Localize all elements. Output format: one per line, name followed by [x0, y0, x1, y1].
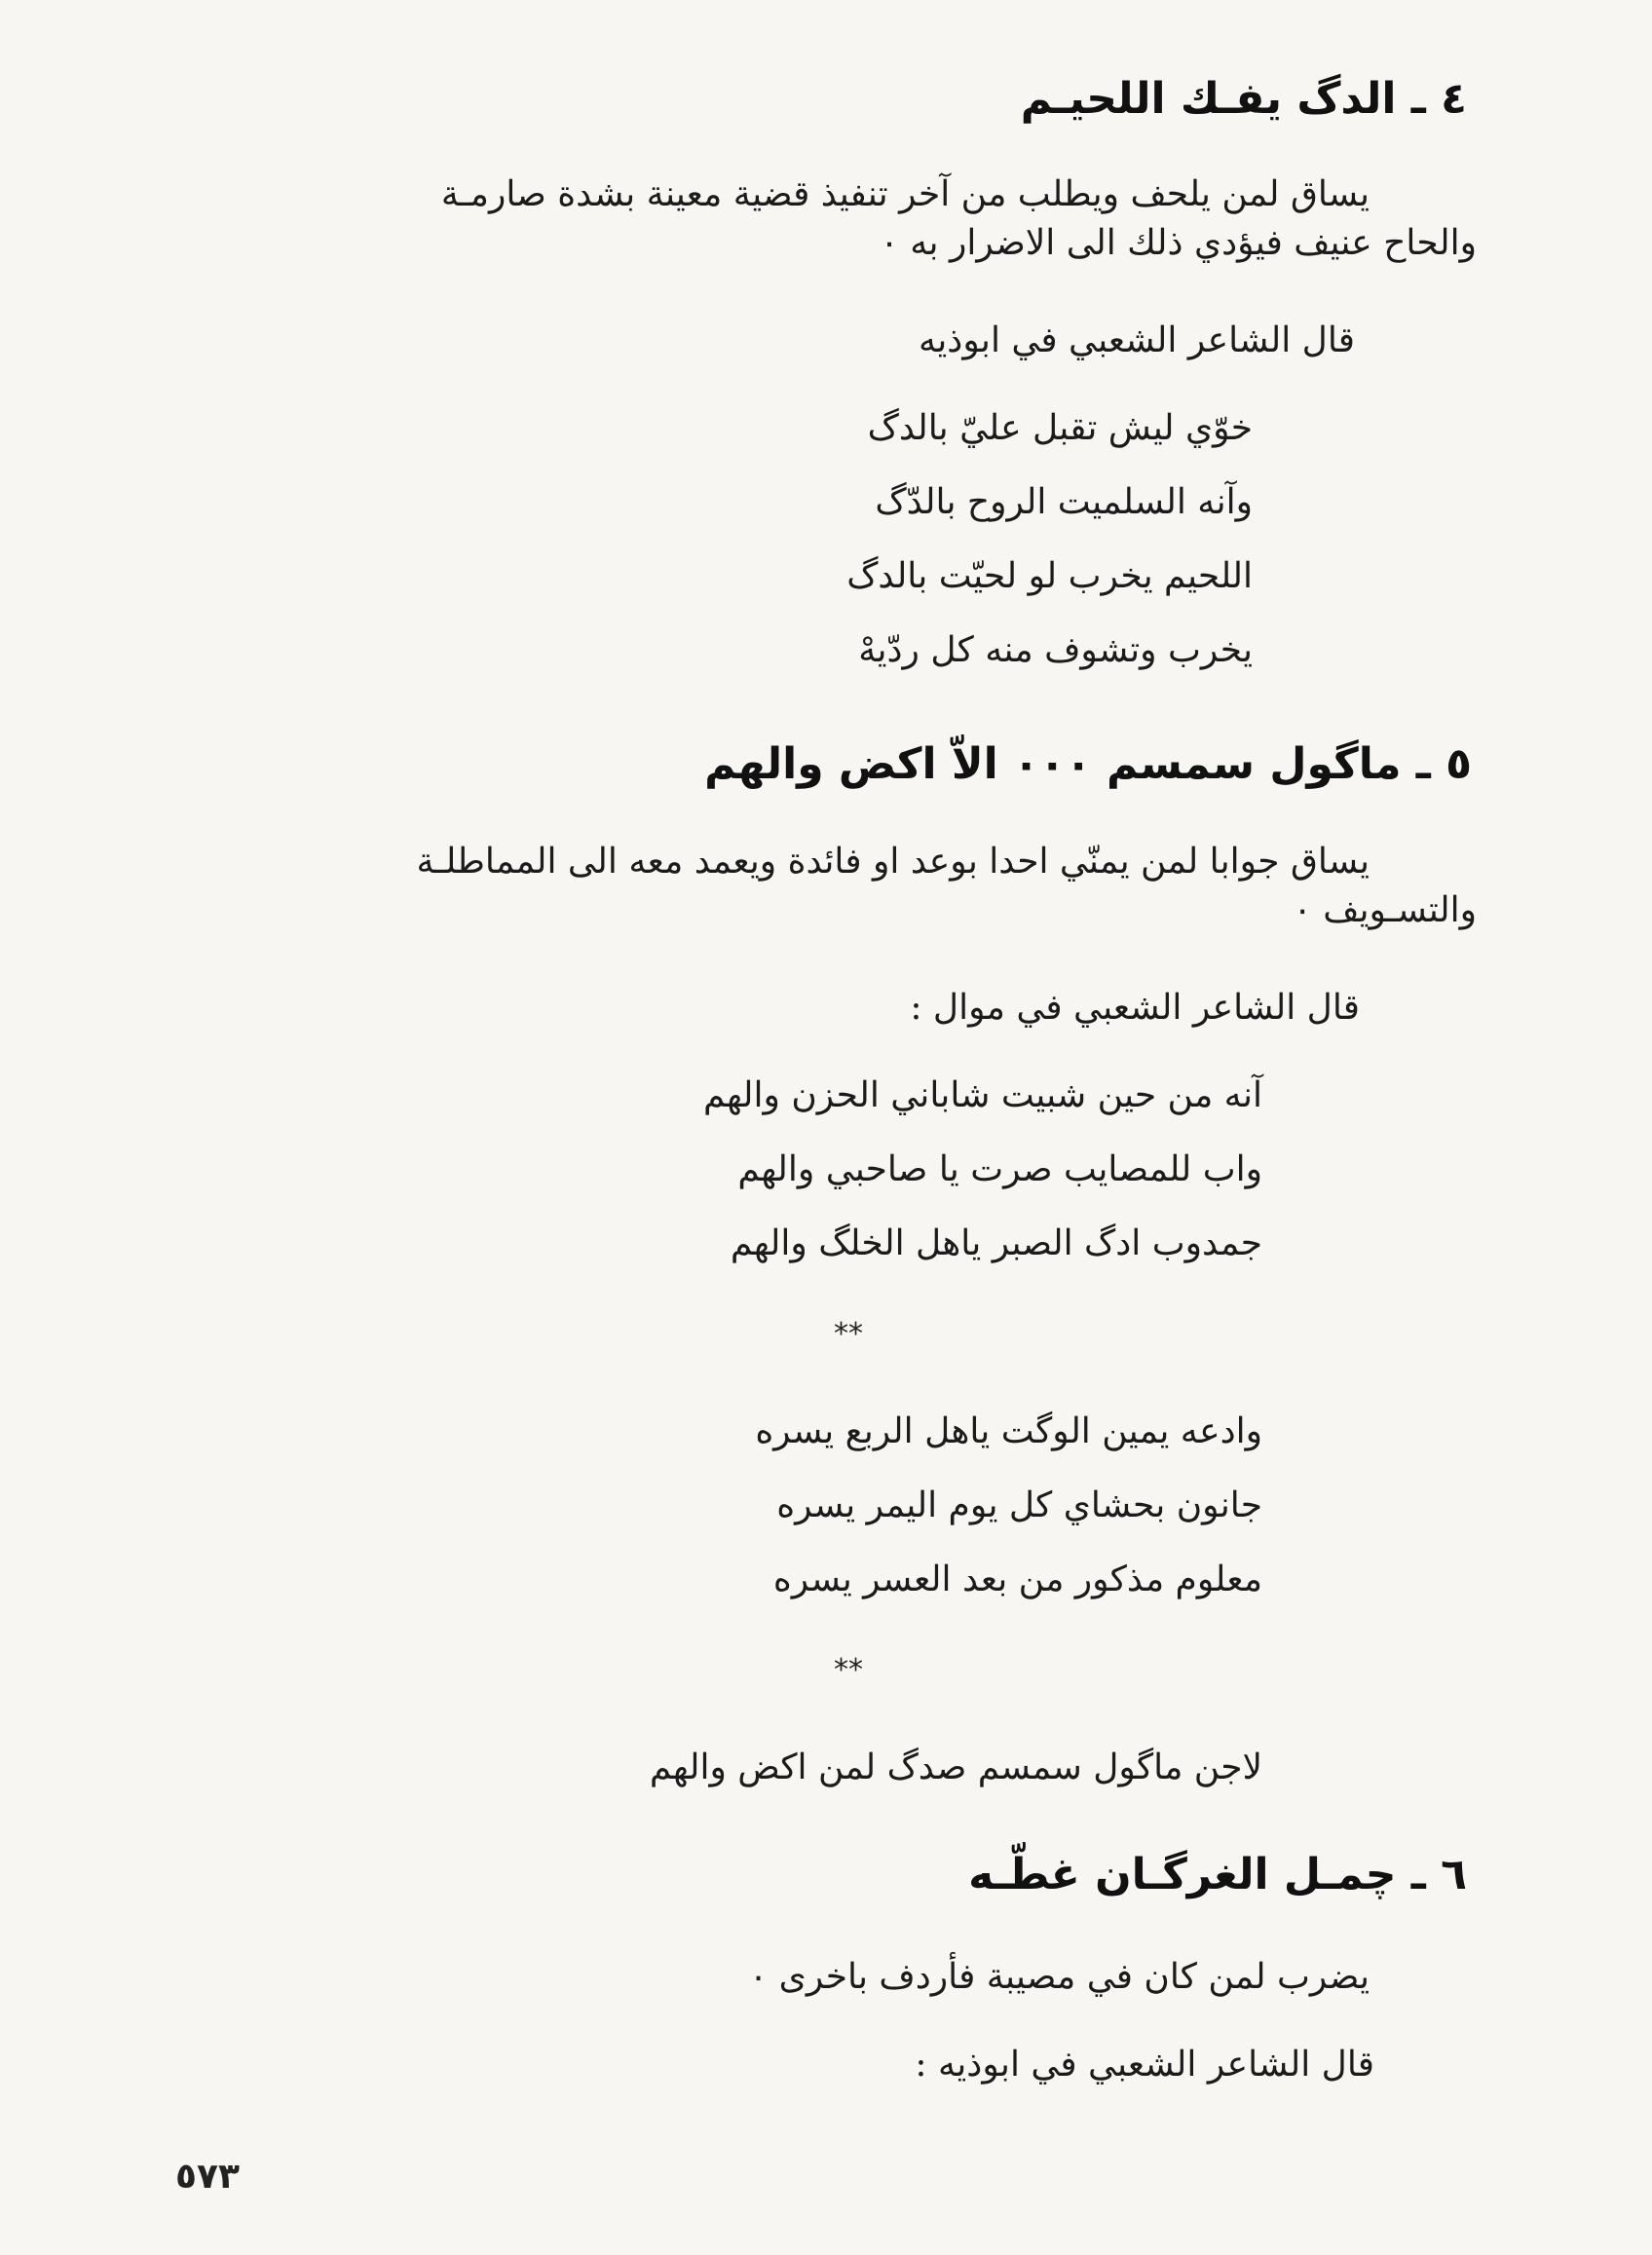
section-4-explanation-line-1: يساق لمن يلحف ويطلب من آخر تنفيذ قضية معينة بشدة صارمـة: [440, 174, 1370, 214]
section-4-heading: ٤ ـ الدگ يفـك اللحيـم: [1020, 74, 1467, 124]
verse-line: جمدوب ادگ الصبر ياهل الخلگ والهم: [730, 1223, 1262, 1263]
section-5-closing-verse: لاجن ماگول سمسم صدگ لمن اكض والهم: [649, 1748, 1262, 1787]
stanza-separator-1: **: [834, 1317, 863, 1351]
verse-line: وادعه يمين الوگت ياهل الربع يسره: [755, 1411, 1262, 1451]
section-4-explanation-line-2: والحاح عنيف فيؤدي ذلك الى الاضرار به ٠: [880, 223, 1477, 263]
section-6-explanation: يضرب لمن كان في مصيبة فأردف باخرى ٠: [748, 1957, 1370, 1997]
page-number: ٥٧٣: [175, 2157, 240, 2197]
section-6-heading: ٦ ـ چمـل الغرگـان غطّـه: [968, 1850, 1467, 1899]
section-5-explanation: [181, 838, 1477, 935]
section-5-explanation-line-2: والتسـويف ٠: [1293, 890, 1477, 930]
verse-line: معلوم مذكور من بعد العسر يسره: [772, 1560, 1262, 1599]
verse-line: اللحيم يخرب لو لحيّت بالدگ: [846, 556, 1253, 596]
section-6-poet-intro: قال الشاعر الشعبي في ابوذيه :: [915, 2045, 1374, 2085]
section-5-heading: ٥ ـ ماگول سمسم ٠٠٠ الاّ اكض والهم: [704, 739, 1472, 789]
verse-line: جانون بحشاي كل يوم اليمر يسره: [776, 1485, 1262, 1525]
section-5-stanza-2: [755, 1408, 1262, 1604]
section-5-explanation-line-1: يساق جوابا لمن يمنّي احدا بوعد او فائدة ويعمد معه الى المماطلـة: [416, 842, 1370, 882]
verse-line: وآنه السلميت الروح بالدّگ: [875, 482, 1253, 522]
verse-line: واب للمصايب صرت يا صاحبي والهم: [737, 1149, 1262, 1189]
stanza-separator-2: **: [834, 1653, 863, 1687]
section-4-explanation: [181, 170, 1477, 268]
verse-line: آنه من حين شبيت شاباني الحزن والهم: [703, 1075, 1262, 1115]
section-5-poet-intro: قال الشاعر الشعبي في موال :: [910, 988, 1360, 1028]
section-5-stanza-1: [703, 1071, 1262, 1268]
section-4-poet-intro: قال الشاعر الشعبي في ابوذيه: [918, 320, 1355, 360]
section-4-verses: [846, 404, 1253, 675]
verse-line: خوّي ليش تقبل عليّ بالدگ: [867, 408, 1253, 448]
verse-line: يخرب وتشوف منه كل ردّيهْ: [858, 630, 1253, 670]
